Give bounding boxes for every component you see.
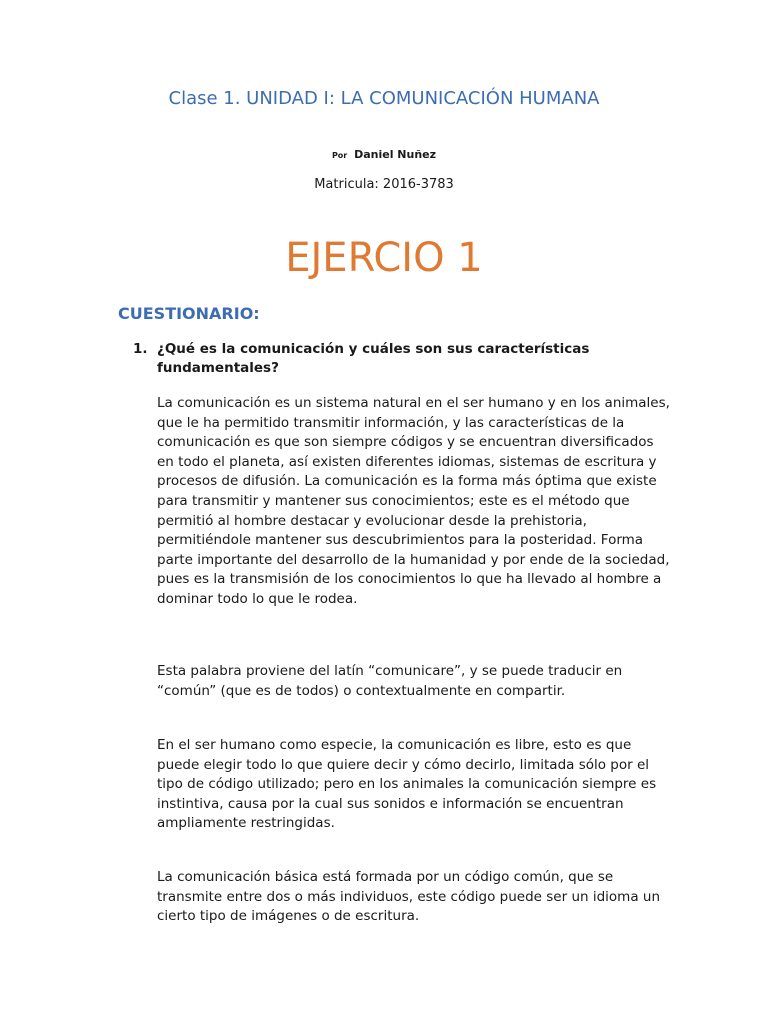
question-number: 1. [133, 341, 148, 357]
matricula: Matricula: 2016-3783 [314, 177, 454, 192]
author-name: Daniel Nuñez [354, 148, 437, 161]
answer-paragraph: La comunicación básica está formada por un código común, que se transmite entre dos o más individuos, este código puede ser un idioma un cierto tipo de imágenes o de escritura. [157, 869, 661, 925]
author-prefix: Por [331, 151, 348, 160]
section-heading: CUESTIONARIO: [118, 304, 260, 323]
answer-paragraph: Esta palabra proviene del latín “comunicare”, y se puede traducir en “común” (que es de todos) o contextualmente en compartir. [157, 663, 623, 699]
exercise-heading: EJERCIO 1 [285, 235, 483, 281]
answer-paragraph: La comunicación es un sistema natural en el ser humano y en los animales, que le ha permitido transmitir información, y las características de la comunicación es que son siempre códigos y se encuentran diversificados en todo el planeta, así existen diferentes idiomas, sistemas de escritura y procesos de difusión. La comunicación es la forma más óptima que existe para transmitir y mantener sus conocimientos; este es el método que permitió al hombre destacar y evolucionar desde la prehistoria, permitiéndole mantener sus descubrimientos para la posteridad. Forma parte importante del desarrollo de la humanidad y por ende de la sociedad, pues es la transmisión de los conocimientos lo que ha llevado al hombre a dominar todo lo que le rodea. [157, 395, 670, 607]
author-line [0, 147, 768, 164]
question-text: ¿Qué es la comunicación y cuáles son sus características fundamentales? [157, 341, 590, 376]
answer-paragraph: En el ser humano como especie, la comunicación es libre, esto es que puede elegir todo lo que quiere decir y cómo decirlo, limitada sólo por el tipo de código utilizado; pero en los animales la comunicación siempre es instintiva, causa por la cual sus sonidos e información se encuentran ampliamente restringidas. [157, 737, 657, 832]
document-title: Clase 1. UNIDAD I: LA COMUNICACIÓN HUMANA [168, 88, 600, 109]
question-item [133, 340, 673, 378]
